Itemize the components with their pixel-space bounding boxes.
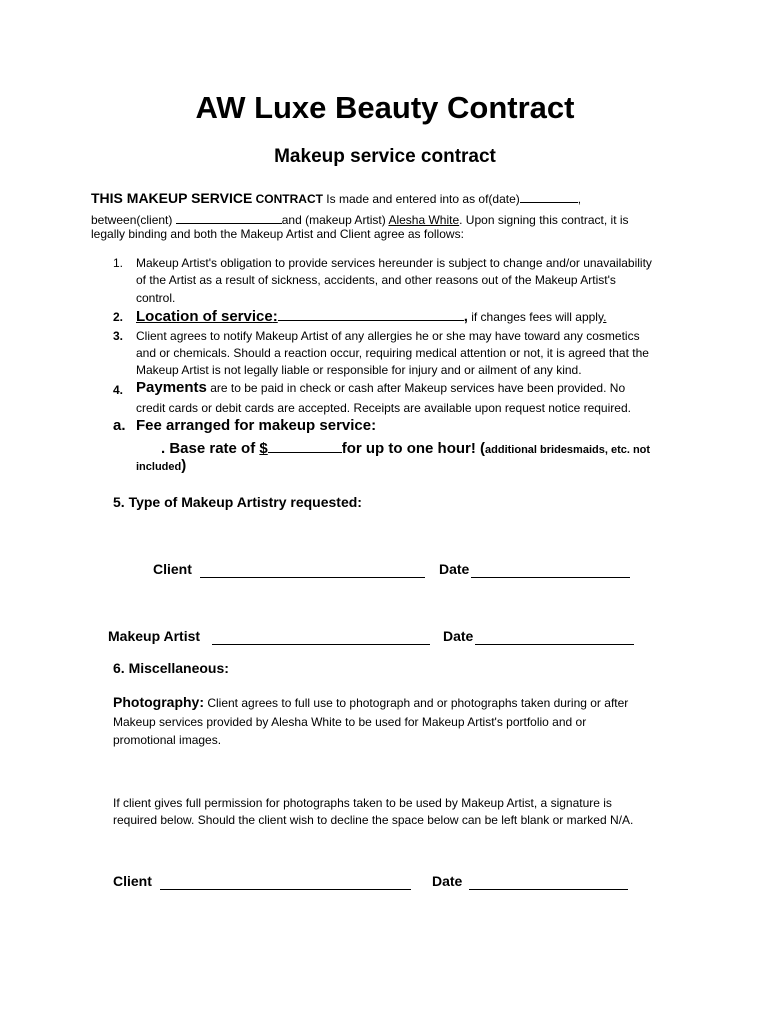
permission-line-2: required below. Should the client wish to decline the space below can be left blank or marked N/A. bbox=[113, 813, 634, 827]
location-blank[interactable] bbox=[278, 306, 464, 321]
artist-date-line[interactable] bbox=[475, 630, 634, 645]
client-photo-date-label: Date bbox=[432, 873, 463, 889]
base-rate-line-2 bbox=[136, 457, 186, 475]
location-comma: , bbox=[463, 308, 468, 325]
item-1-line-3: control. bbox=[136, 291, 176, 305]
base-rate-included: included bbox=[136, 461, 182, 473]
client-blank[interactable] bbox=[176, 209, 282, 224]
item-1-line-2: of the Artist as a result of sickness, accidents, and other reasons out of the Makeup Artist's bbox=[136, 273, 616, 287]
client-signature-label: Client bbox=[153, 561, 192, 577]
contract-subtitle: Makeup service contract bbox=[274, 146, 496, 167]
intro-text-b: , bbox=[577, 192, 582, 206]
payments-text: are to be paid in check or cash after Makeup services have been provided. No bbox=[206, 381, 626, 395]
base-rate-duration: for up to one hour! ( bbox=[341, 440, 486, 457]
date-blank[interactable] bbox=[520, 188, 578, 203]
location-dot: . bbox=[603, 310, 607, 324]
item-3-line-3: Makeup Artist is not legally liable or responsible for injury and or ailment of any kind. bbox=[136, 363, 582, 377]
artist-signature-label: Makeup Artist bbox=[108, 628, 201, 644]
client-photo-signature-line[interactable] bbox=[160, 875, 411, 890]
item-1-number: 1. bbox=[113, 256, 124, 270]
intro-bold-a: THIS MAKEUP SERVICE bbox=[91, 190, 253, 206]
payments-label: Payments bbox=[136, 379, 207, 396]
contract-title: AW Luxe Beauty Contract bbox=[195, 90, 575, 125]
photography-label: Photography: bbox=[113, 694, 204, 710]
client-signature-line[interactable] bbox=[200, 563, 425, 578]
intro-text-d: and (makeup Artist) bbox=[281, 213, 389, 227]
photography-text: Client agrees to full use to photograph and or photographs taken during or after bbox=[204, 696, 629, 710]
base-rate-text: . Base rate of bbox=[161, 440, 260, 457]
intro-line-2 bbox=[91, 209, 629, 227]
item-3-line-1: Client agrees to notify Makeup Artist of any allergies he or she may have toward any cosmetics bbox=[136, 329, 640, 343]
artist-name: Alesha White bbox=[388, 213, 460, 227]
permission-line-1: If client gives full permission for photographs taken to be used by Makeup Artist, a signature is bbox=[113, 796, 612, 810]
item-5-heading: 5. Type of Makeup Artistry requested: bbox=[113, 494, 362, 510]
base-rate-blank[interactable] bbox=[268, 438, 342, 453]
artist-signature-line[interactable] bbox=[212, 630, 430, 645]
intro-bold-b: CONTRACT bbox=[255, 192, 323, 206]
base-rate-paren: ) bbox=[181, 457, 187, 474]
intro-line-1 bbox=[91, 188, 581, 206]
intro-text-c: between(client) bbox=[91, 213, 176, 227]
location-label: Location of service bbox=[136, 308, 273, 325]
base-rate-dollar: $ bbox=[259, 440, 268, 457]
artist-date-label: Date bbox=[443, 628, 474, 644]
item-6-heading: 6. Miscellaneous: bbox=[113, 660, 229, 676]
item-3-line-2: and or chemicals. Should a reaction occur, requiring medical attention or not, it is agreed that the bbox=[136, 346, 649, 360]
fee-arranged-label: Fee arranged for makeup service: bbox=[136, 417, 377, 434]
intro-line-3: legally binding and both the Makeup Artist and Client agree as follows: bbox=[91, 227, 464, 241]
client-date-line[interactable] bbox=[471, 563, 630, 578]
location-colon: : bbox=[272, 308, 278, 325]
intro-text-e: . Upon signing this contract, it is bbox=[459, 213, 629, 227]
location-note: if changes fees will apply bbox=[467, 310, 604, 324]
photography-line-3: promotional images. bbox=[113, 733, 222, 747]
item-2-number: 2. bbox=[113, 310, 124, 324]
client-date-label: Date bbox=[439, 561, 470, 577]
item-4-line-2: credit cards or debit cards are accepted. Receipts are available upon request notice required. bbox=[136, 401, 631, 415]
item-4-number: 4. bbox=[113, 383, 124, 397]
item-1-line-1: Makeup Artist's obligation to provide services hereunder is subject to change and/or unavailability bbox=[136, 256, 652, 270]
item-2-line bbox=[136, 306, 606, 326]
client-photo-signature-label: Client bbox=[113, 873, 152, 889]
base-rate-note: additional bridesmaids, etc. not bbox=[485, 444, 651, 456]
base-rate-line bbox=[161, 438, 650, 458]
photography-line-1 bbox=[113, 694, 628, 712]
item-a-number: a. bbox=[113, 417, 126, 434]
client-photo-date-line[interactable] bbox=[469, 875, 628, 890]
item-4-line-1 bbox=[136, 379, 625, 397]
intro-text-a: Is made and entered into as of(date) bbox=[322, 192, 520, 206]
item-3-number: 3. bbox=[113, 329, 124, 343]
photography-line-2: Makeup services provided by Alesha White to be used for Makeup Artist's portfolio and or bbox=[113, 715, 587, 729]
